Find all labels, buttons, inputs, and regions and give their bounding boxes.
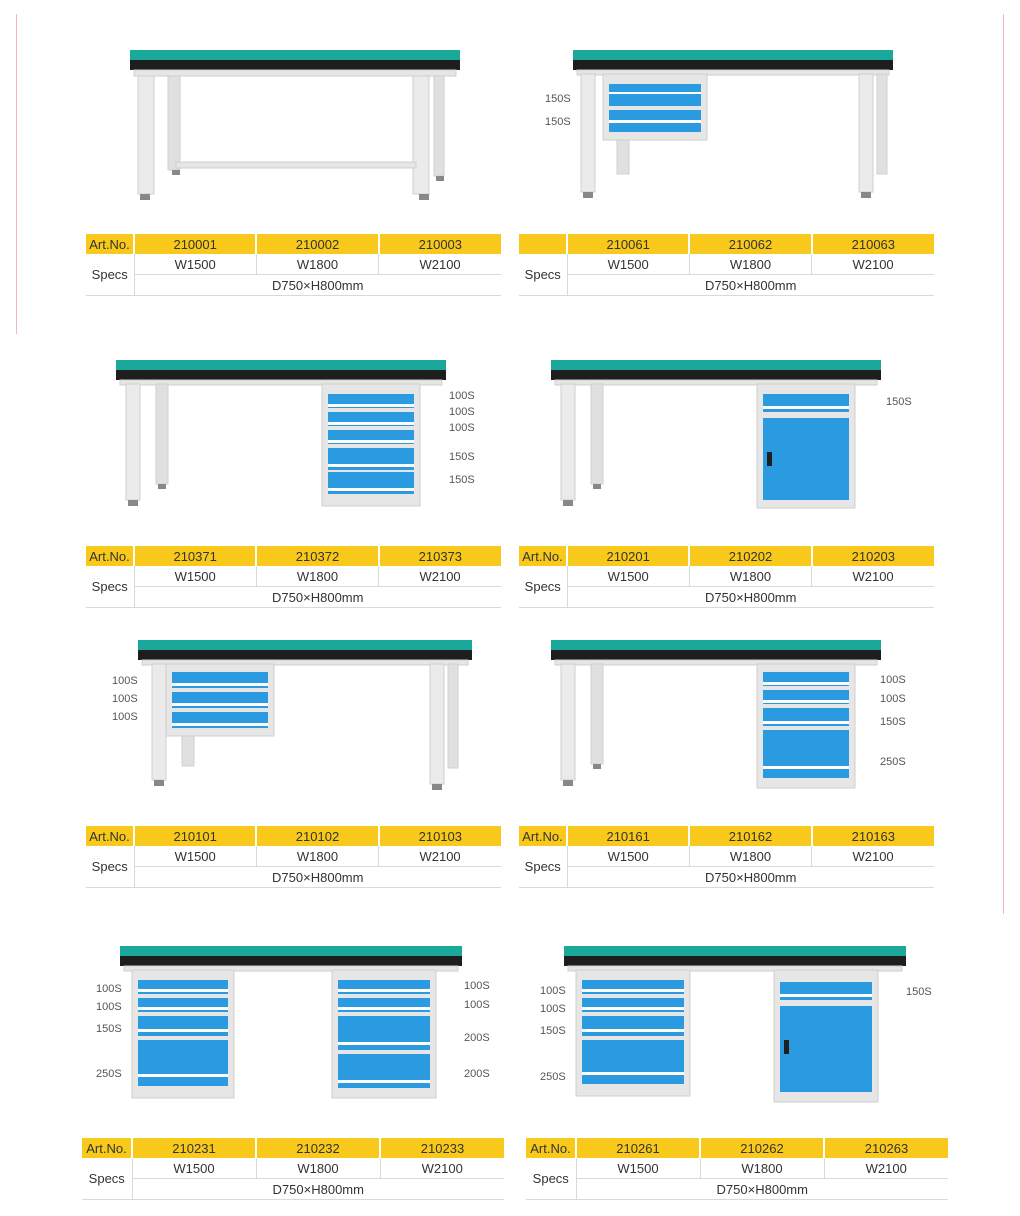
spec-table — [526, 1138, 948, 1200]
width-value: W2100 — [812, 846, 934, 867]
product-cell-210201 — [519, 352, 939, 622]
art-no-label: Art.No. — [86, 234, 134, 254]
width-value: W1500 — [576, 1158, 700, 1179]
drawer-size-label: 150S — [886, 396, 912, 408]
drawer-size-label: 200S — [464, 1068, 490, 1080]
art-number: 210003 — [379, 234, 501, 254]
art-no-label: Art.No. — [86, 826, 134, 846]
art-number: 210063 — [812, 234, 934, 254]
workbench-4-drawer-image — [519, 632, 939, 802]
specs-label: Specs — [526, 1158, 576, 1200]
width-value: W1800 — [700, 1158, 824, 1179]
specs-label: Specs — [519, 254, 567, 296]
dimensions-value: D750×H800mm — [134, 867, 501, 888]
art-number: 210103 — [379, 826, 501, 846]
drawer-size-label: 100S — [96, 983, 122, 995]
drawer-size-label: 200S — [464, 1032, 490, 1044]
product-cell-210371 — [86, 352, 506, 622]
art-number: 210102 — [256, 826, 378, 846]
spec-table — [86, 826, 501, 888]
specs-label: Specs — [82, 1158, 132, 1200]
product-cell-210161 — [519, 632, 939, 902]
drawer-size-label: 150S — [449, 474, 475, 486]
width-value: W1500 — [567, 566, 689, 587]
drawer-size-label: 100S — [880, 693, 906, 705]
spec-table — [82, 1138, 504, 1200]
drawer-size-label: 100S — [112, 693, 138, 705]
art-no-label: Art.No. — [519, 546, 567, 566]
width-value: W2100 — [379, 566, 501, 587]
drawer-size-label: 150S — [96, 1023, 122, 1035]
art-number: 210001 — [134, 234, 256, 254]
dimensions-value: D750×H800mm — [132, 1179, 504, 1200]
drawer-size-label: 100S — [464, 999, 490, 1011]
art-no-label — [519, 234, 567, 254]
workbench-drawer-door-image — [519, 352, 939, 522]
drawer-size-label: 100S — [449, 390, 475, 402]
width-value: W1800 — [256, 846, 378, 867]
dimensions-value: D750×H800mm — [134, 275, 501, 296]
spec-table — [519, 234, 934, 296]
width-value: W1500 — [134, 566, 256, 587]
specs-label: Specs — [86, 846, 134, 888]
art-no-label: Art.No. — [82, 1138, 132, 1158]
width-value: W1500 — [134, 846, 256, 867]
specs-label: Specs — [86, 254, 134, 296]
width-value: W1800 — [256, 566, 378, 587]
drawer-size-label: 150S — [545, 116, 571, 128]
drawer-size-label: 150S — [449, 451, 475, 463]
drawer-size-label: 150S — [906, 986, 932, 998]
art-number: 210262 — [700, 1138, 824, 1158]
spec-table — [519, 826, 934, 888]
art-number: 210203 — [812, 546, 934, 566]
art-number: 210263 — [824, 1138, 948, 1158]
art-no-label: Art.No. — [86, 546, 134, 566]
product-cell-210061 — [519, 40, 939, 310]
drawer-size-label: 100S — [464, 980, 490, 992]
width-value: W2100 — [379, 846, 501, 867]
width-value: W1800 — [689, 254, 811, 275]
width-value: W1500 — [134, 254, 256, 275]
width-value: W2100 — [812, 254, 934, 275]
art-number: 210232 — [256, 1138, 380, 1158]
drawer-size-label: 100S — [880, 674, 906, 686]
drawer-size-label: 150S — [545, 93, 571, 105]
width-value: W2100 — [380, 1158, 504, 1179]
drawer-size-label: 150S — [540, 1025, 566, 1037]
workbench-hanging-drawer-image — [519, 40, 939, 210]
width-value: W1800 — [256, 254, 378, 275]
width-value: W1500 — [567, 846, 689, 867]
workbench-plain-image — [86, 40, 506, 210]
workbench-5-drawer-image — [86, 352, 506, 522]
width-value: W2100 — [812, 566, 934, 587]
drawer-size-label: 150S — [880, 716, 906, 728]
drawer-size-label: 100S — [540, 985, 566, 997]
drawer-size-label: 100S — [112, 711, 138, 723]
width-value: W1500 — [567, 254, 689, 275]
workbench-drawers-door-image — [524, 940, 954, 1110]
art-number: 210002 — [256, 234, 378, 254]
drawer-size-label: 250S — [880, 756, 906, 768]
art-number: 210261 — [576, 1138, 700, 1158]
art-number: 210372 — [256, 546, 378, 566]
width-value: W1500 — [132, 1158, 256, 1179]
width-value: W1800 — [689, 846, 811, 867]
product-cell-210261 — [524, 940, 954, 1210]
product-cell-210001 — [86, 40, 506, 310]
spec-table — [86, 234, 501, 296]
dimensions-value: D750×H800mm — [576, 1179, 948, 1200]
art-number: 210162 — [689, 826, 811, 846]
drawer-size-label: 100S — [449, 422, 475, 434]
drawer-size-label: 100S — [96, 1001, 122, 1013]
art-number: 210061 — [567, 234, 689, 254]
spec-table — [519, 546, 934, 608]
spec-table — [86, 546, 501, 608]
drawer-size-label: 100S — [449, 406, 475, 418]
art-number: 210101 — [134, 826, 256, 846]
art-number: 210202 — [689, 546, 811, 566]
specs-label: Specs — [519, 846, 567, 888]
width-value: W2100 — [824, 1158, 948, 1179]
specs-label: Specs — [86, 566, 134, 608]
drawer-size-label: 250S — [96, 1068, 122, 1080]
product-cell-210231 — [80, 940, 510, 1210]
art-number: 210163 — [812, 826, 934, 846]
dimensions-value: D750×H800mm — [134, 587, 501, 608]
art-number: 210373 — [379, 546, 501, 566]
workbench-double-drawer-image — [80, 940, 510, 1110]
width-value: W2100 — [379, 254, 501, 275]
art-number: 210161 — [567, 826, 689, 846]
art-no-label: Art.No. — [526, 1138, 576, 1158]
art-number: 210233 — [380, 1138, 504, 1158]
dimensions-value: D750×H800mm — [567, 867, 934, 888]
art-no-label: Art.No. — [519, 826, 567, 846]
specs-label: Specs — [519, 566, 567, 608]
drawer-size-label: 250S — [540, 1071, 566, 1083]
product-cell-210101 — [86, 632, 506, 902]
drawer-size-label: 100S — [540, 1003, 566, 1015]
dimensions-value: D750×H800mm — [567, 587, 934, 608]
page-divider-right — [1003, 14, 1004, 914]
art-number: 210062 — [689, 234, 811, 254]
art-number: 210231 — [132, 1138, 256, 1158]
workbench-hanging-3-drawer-image — [86, 632, 506, 802]
art-number: 210371 — [134, 546, 256, 566]
drawer-size-label: 100S — [112, 675, 138, 687]
page-divider-left — [16, 14, 17, 334]
width-value: W1800 — [256, 1158, 380, 1179]
art-number: 210201 — [567, 546, 689, 566]
width-value: W1800 — [689, 566, 811, 587]
dimensions-value: D750×H800mm — [567, 275, 934, 296]
